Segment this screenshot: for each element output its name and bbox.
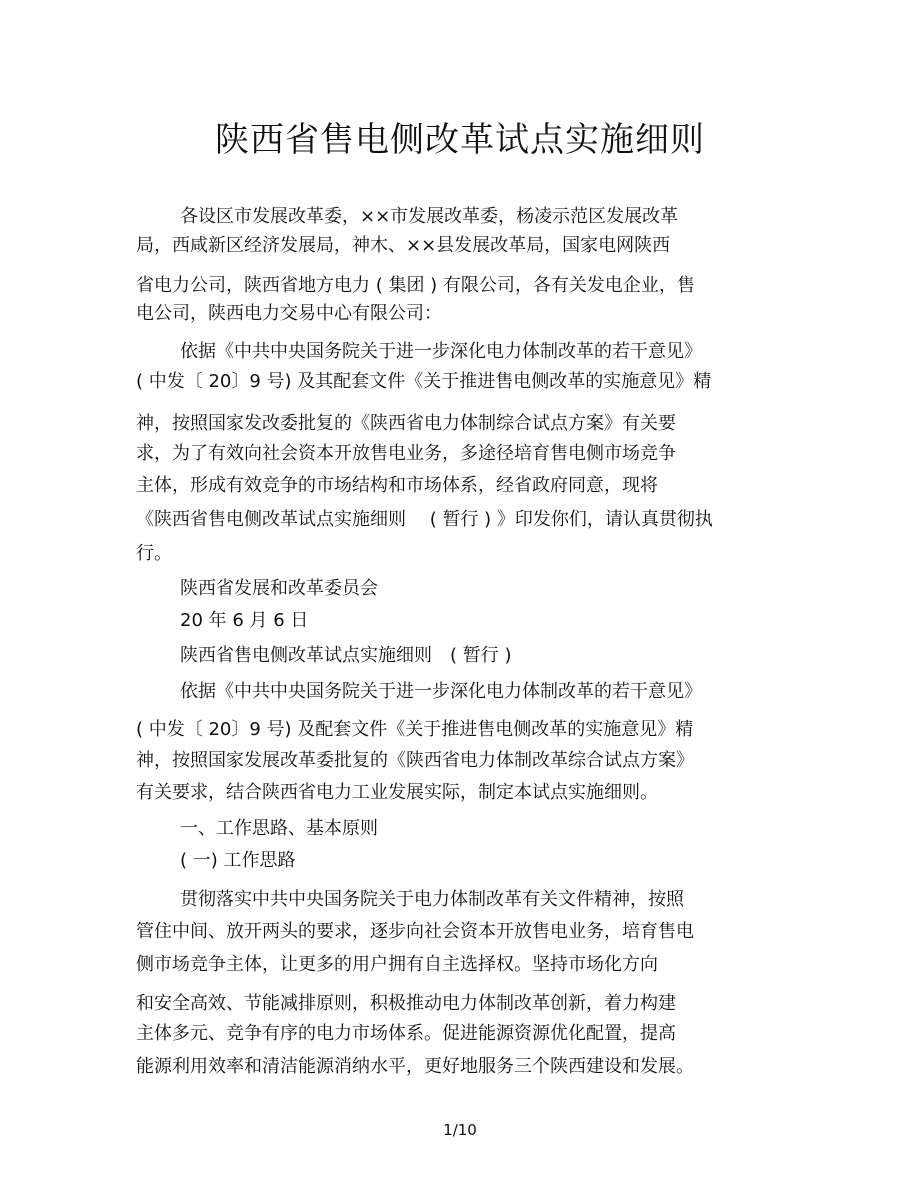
text-line: 神，按照国家发展改革委批复的《陕西省电力体制改革综合试点方案》	[136, 750, 694, 771]
text-line: ( 中发〔 20〕9 号) 及配套文件《关于推进售电侧改革的实施意见》精	[136, 719, 694, 740]
text-line: 陕西省发展和改革委员会	[180, 578, 378, 599]
text-line: 电公司，陕西电力交易中心有限公司：	[136, 303, 442, 324]
text-line: 侧市场竞争主体，让更多的用户拥有自主选择权。坚持市场化方向	[136, 954, 658, 975]
text-line: 行。	[136, 543, 172, 564]
text-line: 有关要求，结合陕西省电力工业发展实际，制定本试点实施细则。	[136, 782, 658, 803]
text-line: 主体多元、竞争有序的电力市场体系。促进能源资源优化配置，提高	[136, 1023, 676, 1044]
heading-line: 一、工作思路、基本原则	[180, 818, 378, 839]
text-line: 依据《中共中央国务院关于进一步深化电力体制改革的若干意见》	[180, 341, 702, 362]
text-line: 《陕西省售电侧改革试点实施细则 ( 暂行 ) 》印发你们，请认真贯彻执	[136, 509, 713, 530]
text-line: 求，为了有效向社会资本开放售电业务，多途径培育售电侧市场竞争	[136, 443, 676, 464]
text-line: ( 中发〔 20〕9 号) 及其配套文件《关于推进售电侧改革的实施意见》精	[136, 371, 712, 392]
heading-line: ( 一) 工作思路	[180, 850, 296, 871]
text-line: 局，西咸新区经济发展局，神木、××县发展改革局，国家电网陕西	[136, 235, 671, 256]
page-number: 1/10	[443, 1121, 477, 1139]
text-line: 省电力公司，陕西省地方电力 ( 集团 ) 有限公司，各有关发电企业，售	[136, 275, 695, 296]
text-line: 主体，形成有效竞争的市场结构和市场体系，经省政府同意，现将	[136, 475, 658, 496]
document-title: 陕西省售电侧改革试点实施细则	[215, 120, 705, 160]
text-line: 管住中间、放开两头的要求，逐步向社会资本开放售电业务，培育售电	[136, 921, 694, 942]
text-line: 和安全高效、节能减排原则，积极推动电力体制改革创新，着力构建	[136, 993, 676, 1014]
text-line: 各设区市发展改革委，××市发展改革委，杨凌示范区发展改革	[180, 206, 679, 227]
text-line: 贯彻落实中共中央国务院关于电力体制改革有关文件精神，按照	[180, 889, 684, 910]
text-line: 依据《中共中央国务院关于进一步深化电力体制改革的若干意见》	[180, 681, 702, 702]
section-title: 陕西省售电侧改革试点实施细则 ( 暂行 )	[180, 645, 512, 666]
text-line: 神，按照国家发改委批复的《陕西省电力体制综合试点方案》有关要	[136, 413, 676, 434]
date-line: 20 年 6 月 6 日	[180, 610, 309, 631]
text-line: 能源利用效率和清洁能源消纳水平，更好地服务三个陕西建设和发展。	[136, 1056, 694, 1077]
